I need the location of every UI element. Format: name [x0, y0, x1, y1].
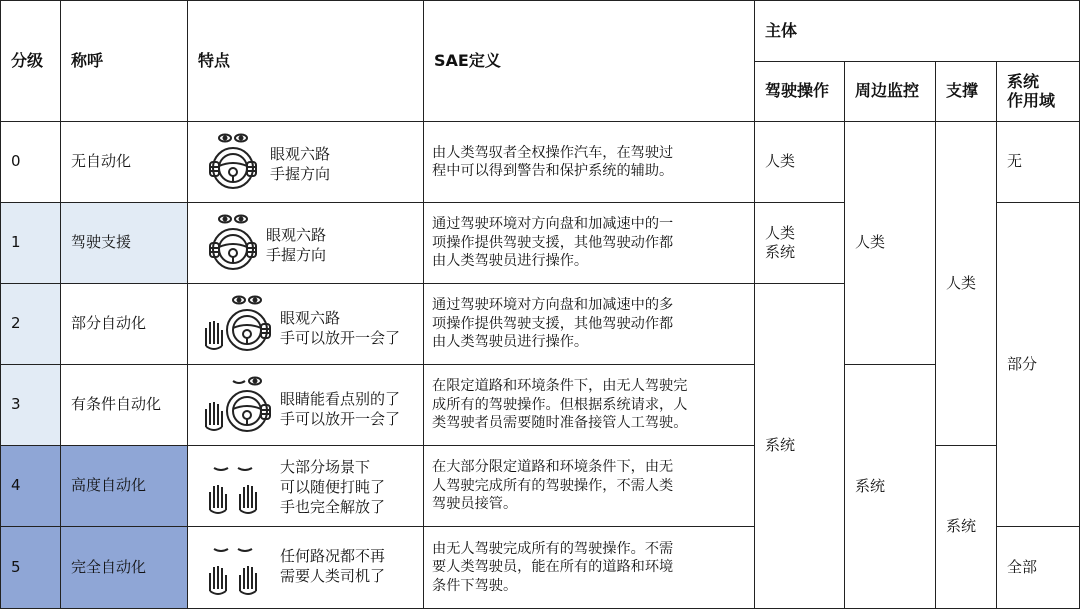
feature-text-4-line2: 可以随便打盹了	[280, 478, 386, 496]
header-subject: 主体	[754, 0, 1080, 62]
sae-1-line2: 项操作提供驾驶支援，其他驾驶动作都	[432, 234, 674, 251]
level-cell-3: 3	[0, 364, 61, 446]
level-cell-4: 4	[0, 445, 61, 527]
sae-5-line3: 条件下驾驶。	[432, 577, 518, 594]
driving-cell-system: 系统	[754, 283, 845, 609]
name-cell-3: 有条件自动化	[60, 364, 188, 446]
feature-text-2-line1: 眼观六路	[280, 309, 341, 327]
sae-2-line2: 项操作提供驾驶支援，其他驾驶动作都	[432, 315, 674, 332]
header-sae: SAE定义	[423, 0, 755, 122]
driving-human-system-line1: 人类	[765, 223, 796, 242]
feature-cell-4	[187, 445, 424, 527]
sae-3-line3: 类驾驶者员需要随时准备接管人工驾驶。	[432, 415, 688, 432]
sae-4-line1: 在大部分限定道路和环境条件下，由无	[432, 459, 674, 476]
sae-2-line1: 通过驾驶环境对方向盘和加减速中的多	[432, 297, 674, 314]
sae-0-line2: 程中可以得到警告和保护系统的辅助。	[432, 163, 674, 179]
name-cell-2: 部分自动化	[60, 283, 188, 365]
sae-cell-3	[423, 364, 755, 446]
header-monitor: 周边监控	[844, 61, 936, 122]
feature-text-3-line1: 眼睛能看点别的了	[280, 390, 401, 408]
domain-cell-all: 全部	[996, 526, 1080, 609]
feature-text-0-line1: 眼观六路	[270, 145, 331, 163]
header-grade: 分级	[0, 0, 61, 122]
sae-cell-5	[423, 526, 755, 609]
driving-cell-human-system	[754, 202, 845, 284]
closed-eyes-raised-hands-icon	[204, 460, 264, 516]
header-domain-line2: 作用域	[1007, 90, 1056, 110]
feature-text-1-line1: 眼观六路	[266, 226, 327, 244]
level-cell-0: 0	[0, 121, 61, 203]
feature-cell-0	[187, 121, 424, 203]
header-support: 支撑	[935, 61, 997, 122]
feature-text-1-line2: 手握方向	[266, 246, 327, 264]
feature-cell-2	[187, 283, 424, 365]
feature-text-2-line2: 手可以放开一会了	[280, 329, 401, 347]
domain-cell-none: 无	[996, 121, 1080, 203]
name-cell-4: 高度自动化	[60, 445, 188, 527]
level-cell-5: 5	[0, 526, 61, 609]
sae-2-line3: 由人类驾驶员进行操作。	[432, 334, 589, 351]
sae-1-line1: 通过驾驶环境对方向盘和加减速中的一	[432, 216, 674, 233]
monitor-cell-system: 系统	[844, 364, 936, 609]
feature-text-0-line2: 手握方向	[270, 165, 331, 183]
feature-text-4-line3: 手也完全解放了	[280, 498, 386, 516]
header-feature: 特点	[187, 0, 424, 122]
header-name: 称呼	[60, 0, 188, 122]
support-cell-human: 人类	[935, 121, 997, 446]
closed-eyes-raised-hands-icon	[204, 541, 264, 597]
header-driving: 驾驶操作	[754, 61, 845, 122]
steering-wheel-eyes-open-icon	[208, 132, 258, 194]
feature-cell-1	[187, 202, 424, 284]
sae-cell-2	[423, 283, 755, 365]
sae-3-line2: 成所有的驾驶操作。但根据系统请求，人	[432, 396, 688, 413]
domain-cell-partial: 部分	[996, 202, 1080, 527]
sae-5-line1: 由无人驾驶完成所有的驾驶操作。不需	[432, 540, 674, 557]
monitor-cell-human: 人类	[844, 121, 936, 365]
feature-text-4-line1: 大部分场景下	[280, 458, 371, 476]
sae-cell-4	[423, 445, 755, 527]
driving-human-system-line2: 系统	[765, 243, 796, 261]
feature-text-5-line1: 任何路况都不再	[280, 547, 386, 565]
header-domain	[996, 61, 1080, 122]
sae-4-line3: 驾驶员接管。	[432, 496, 518, 513]
sae-3-line1: 在限定道路和环境条件下，由无人驾驶完	[432, 378, 688, 395]
feature-cell-5	[187, 526, 424, 609]
sae-1-line3: 由人类驾驶员进行操作。	[432, 253, 589, 270]
sae-cell-1	[423, 202, 755, 284]
sae-cell-0	[423, 121, 755, 203]
steering-wheel-eyes-open-icon	[208, 213, 258, 275]
sae-0-line1: 由人类驾驭者全权操作汽车，在驾驶过	[432, 144, 674, 161]
level-cell-1: 1	[0, 202, 61, 284]
feature-text-5-line2: 需要人类司机了	[280, 567, 386, 585]
name-cell-0: 无自动化	[60, 121, 188, 203]
sae-5-line2: 要人类驾驶员，能在所有的道路和环境	[432, 559, 674, 576]
steering-wheel-one-hand-icon	[202, 294, 274, 356]
header-domain-line1: 系统	[1007, 72, 1040, 92]
support-cell-system: 系统	[935, 445, 997, 609]
name-cell-5: 完全自动化	[60, 526, 188, 609]
feature-text-3-line2: 手可以放开一会了	[280, 410, 401, 428]
sae-4-line2: 人驾驶完成所有的驾驶操作，不需人类	[432, 477, 674, 494]
driving-cell-human: 人类	[754, 121, 845, 203]
name-cell-1: 驾驶支援	[60, 202, 188, 284]
feature-cell-3	[187, 364, 424, 446]
level-cell-2: 2	[0, 283, 61, 365]
steering-wheel-one-eye-icon	[202, 375, 274, 437]
